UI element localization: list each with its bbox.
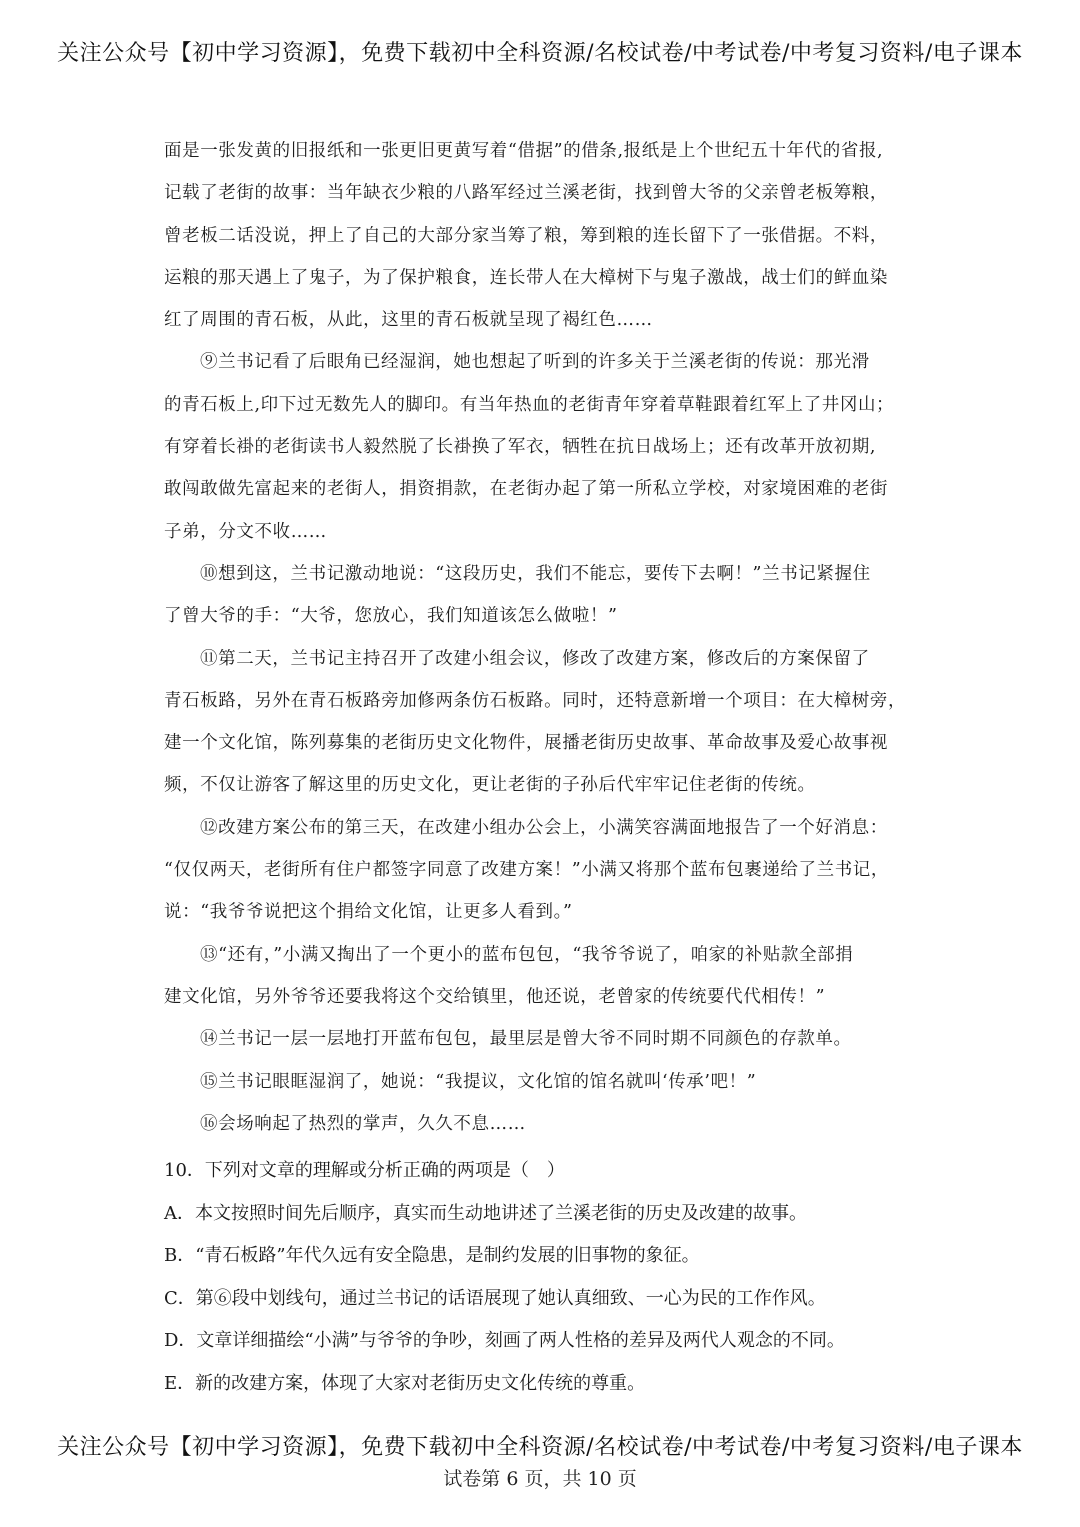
passage-line: 有穿着长褂的老街读书人毅然脱了长褂换了军衣，牺牲在抗日战场上；还有改革开放初期,: [164, 437, 877, 458]
passage-line: ⑫改建方案公布的第三天，在改建小组办公会上，小满笑容满面地报告了一个好消息：: [200, 817, 888, 838]
page-number: 试卷第 6 页，共 10 页: [443, 1468, 637, 1490]
option-d: D．文章详细描绘“小满”与爷爷的争吵，刻画了两人性格的差异及两代人观念的不同。: [164, 1330, 845, 1351]
passage-line: 子弟，分文不收……: [164, 521, 327, 542]
passage-line: ⑩想到这，兰书记激动地说：“这段历史，我们不能忘，要传下去啊！”兰书记紧握住: [200, 563, 871, 584]
passage-line: 的青石板上,印下过无数先人的脚印。有当年热血的老街青年穿着草鞋跟着红军上了井冈山；: [164, 394, 895, 415]
passage-line: ⑮兰书记眼眶湿润了，她说：“我提议，文化馆的馆名就叫‘传承’吧！”: [200, 1071, 757, 1092]
passage-line: ⑭兰书记一层一层地打开蓝布包包，最里层是曾大爷不同时期不同颜色的存款单。: [200, 1029, 852, 1050]
passage-line: 红了周围的青石板，从此，这里的青石板就呈现了褐红色……: [164, 310, 653, 331]
passage-line: ⑬“还有，”小满又掏出了一个更小的蓝布包包，“我爷爷说了，咱家的补贴款全部捐: [200, 944, 854, 965]
option-a: A．本文按照时间先后顺序，真实而生动地讲述了兰溪老街的历史及改建的故事。: [164, 1202, 807, 1224]
passage-line: ⑨兰书记看了后眼角已经湿润，她也想起了听到的许多关于兰溪老街的传说：那光滑: [200, 352, 870, 373]
passage-line: 频，不仅让游客了解这里的历史文化，更让老街的子孙后代牢牢记住老街的传统。: [164, 775, 816, 796]
option-c: C．第⑥段中划线句，通过兰书记的话语展现了她认真细致、一心为民的工作作风。: [164, 1287, 826, 1309]
passage-line: “仅仅两天，老街所有住户都签字同意了改建方案！”小满又将那个蓝布包裹递给了兰书记，: [164, 860, 889, 881]
passage-line: 敢闯敢做先富起来的老街人，捐资捐款，在老街办起了第一所私立学校，对家境困难的老街: [164, 479, 888, 500]
passage-line: 面是一张发黄的旧报纸和一张更旧更黄写着“借据”的借条,报纸是上个世纪五十年代的省报,: [164, 141, 884, 161]
passage-line: 青石板路，另外在青石板路旁加修两条仿石板路。同时，还特意新增一个项目：在大樟树旁，: [164, 690, 907, 711]
passage-line: 了曾大爷的手：“大爷，您放心，我们知道该怎么做啦！”: [164, 606, 618, 627]
passage-line: 记载了老街的故事：当年缺衣少粮的八路军经过兰溪老街，找到曾大爷的父亲曾老板筹粮，: [164, 183, 888, 204]
passage-line: 运粮的那天遇上了鬼子，为了保护粮食，连长带人在大樟树下与鬼子激战，战士们的鲜血染: [164, 267, 888, 288]
question-stem: 10．下列对文章的理解或分析正确的两项是（ ）: [164, 1160, 565, 1181]
passage-body: [164, 130, 924, 1145]
passage-line: ⑯会场响起了热烈的掌声，久久不息……: [200, 1113, 526, 1134]
passage-line: 说：“我爷爷说把这个捐给文化馆，让更多人看到。”: [164, 902, 573, 923]
passage-line: ⑪第二天，兰书记主持召开了改建小组会议，修改了改建方案，修改后的方案保留了: [200, 648, 870, 669]
passage-line: 曾老板二话没说，押上了自己的大部分家当筹了粮，筹到粮的连长留下了一张借据。不料，: [164, 225, 888, 246]
passage-line: 建文化馆，另外爷爷还要我将这个交给镇里，他还说，老曾家的传统要代代相传！”: [164, 986, 826, 1007]
header-banner: 关注公众号【初中学习资源】，免费下载初中全科资源/名校试卷/中考试卷/中考复习资料/电子课本: [57, 41, 1023, 66]
footer-banner: 关注公众号【初中学习资源】，免费下载初中全科资源/名校试卷/中考试卷/中考复习资料/电子课本: [57, 1435, 1023, 1460]
option-b: B．“青石板路”年代久远有安全隐患，是制约发展的旧事物的象征。: [164, 1245, 700, 1266]
option-e: E．新的改建方案，体现了大家对老街历史文化传统的尊重。: [164, 1372, 646, 1394]
question-10: [164, 1150, 924, 1405]
passage-line: 建一个文化馆，陈列募集的老街历史文化物件，展播老街历史故事、革命故事及爱心故事视: [164, 733, 888, 754]
